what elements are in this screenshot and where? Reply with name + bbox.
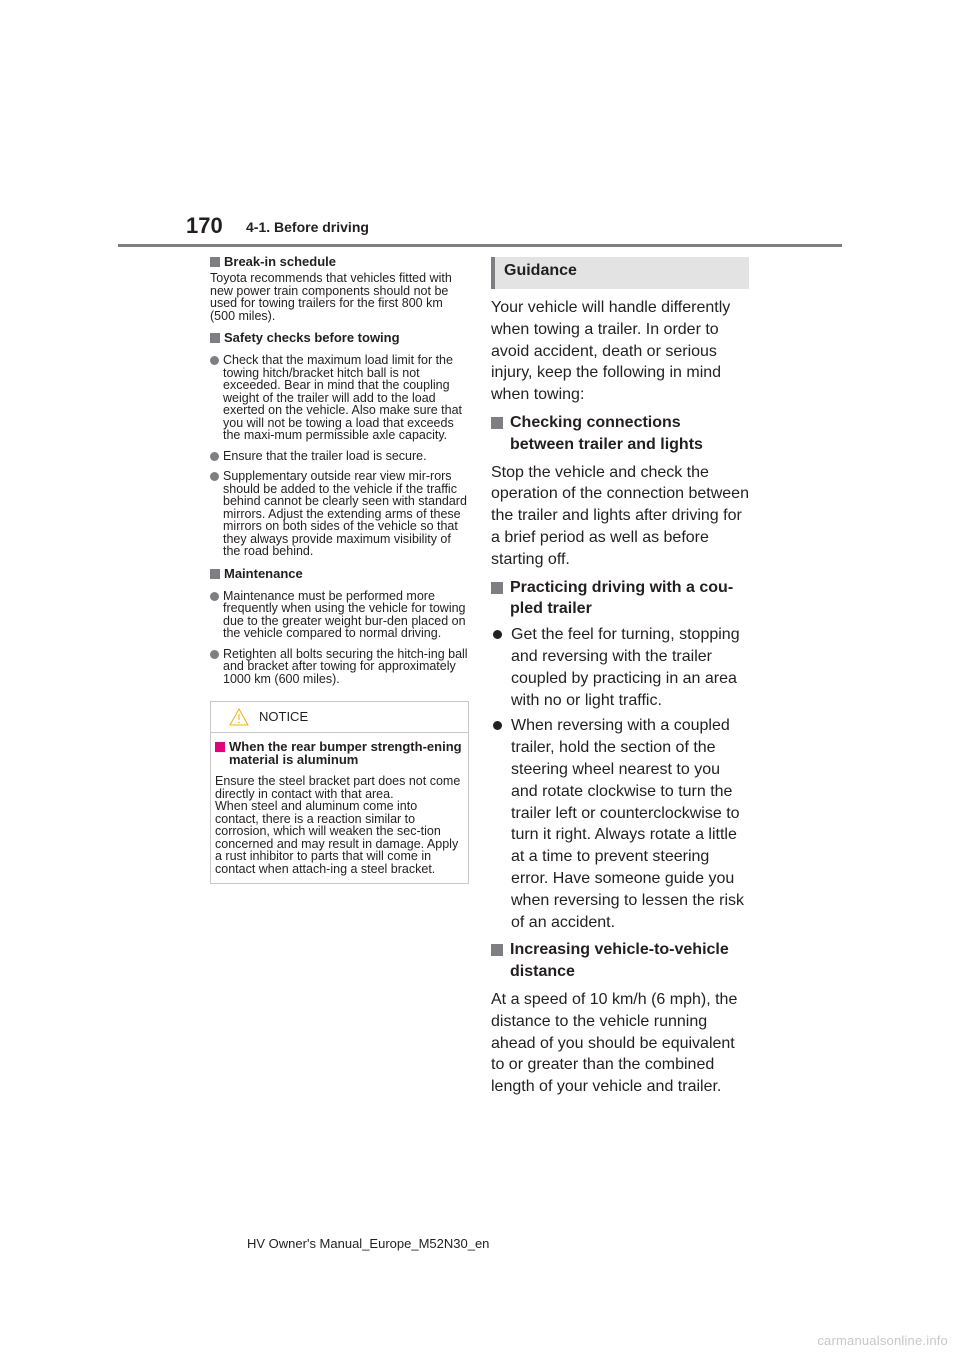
connections-heading: Checking connections between trailer and lights bbox=[491, 412, 749, 456]
footer-manual-name: HV Owner's Manual_Europe_M52N30_en bbox=[247, 1236, 490, 1251]
list-item: Supplementary outside rear view mir-rors should be added to the vehicle if the traffic behind cannot be clearly seen with standard mirrors. Adjust the extending arms of these mirrors on both sides of the vehicle so that they always provide maximum visibility of the road behind. bbox=[210, 470, 468, 558]
list-item: When reversing with a coupled trailer, hold the section of the steering wheel nearest to you and rotate clockwise to turn the trailer left or counterclockwise to turn it right. Always rotate a little at a time to prevent steering error. Have someone guide you when reversing to lessen the risk of an accident. bbox=[491, 715, 749, 933]
break-in-heading: Break-in schedule bbox=[210, 254, 468, 270]
round-bullet-icon bbox=[210, 356, 219, 365]
round-bullet-icon bbox=[210, 650, 219, 659]
round-bullet-icon bbox=[210, 452, 219, 461]
page-number: 170 bbox=[186, 213, 223, 238]
connections-text: Stop the vehicle and check the operation of the connection between the trailer and lights after driving for a brief period as well as before starting off. bbox=[491, 463, 749, 568]
round-bullet-icon bbox=[210, 592, 219, 601]
square-bullet-icon bbox=[215, 742, 225, 752]
warning-triangle-icon bbox=[229, 707, 249, 727]
round-bullet-icon bbox=[210, 472, 219, 481]
notice-header bbox=[211, 702, 468, 733]
guidance-title-bar bbox=[491, 257, 749, 289]
left-column bbox=[210, 253, 468, 884]
list-item: Maintenance must be performed more frequently when using the vehicle for towing due to the greater weight bur-den placed on the vehicle compared to normal driving. bbox=[210, 590, 468, 640]
square-bullet-icon bbox=[210, 333, 220, 343]
square-bullet-icon bbox=[491, 944, 503, 956]
notice-label: NOTICE bbox=[259, 709, 309, 724]
distance-text: At a speed of 10 km/h (6 mph), the distance to the vehicle running ahead of you should be equivalent to or greater than the combined length of your vehicle and trailer. bbox=[491, 990, 738, 1096]
notice-body bbox=[211, 733, 468, 883]
header-divider bbox=[118, 244, 842, 247]
watermark: carmanualsonline.info bbox=[817, 1333, 948, 1348]
list-item: Check that the maximum load limit for the towing hitch/bracket hitch ball is not exceeded. Bear in mind that the coupling weight of the trailer will add to the load exerted on the vehicle. Also make sure that you will not be towing a load that exceeds the maxi-mum permissible axle capacity. bbox=[210, 354, 468, 442]
square-bullet-icon bbox=[210, 569, 220, 579]
square-bullet-icon bbox=[491, 582, 503, 594]
guidance-intro: Your vehicle will handle differently when towing a trailer. In order to avoid accident, death or serious injury, keep the following in mind when towing: bbox=[491, 299, 731, 404]
notice-box bbox=[210, 701, 469, 884]
notice-text: Ensure the steel bracket part does not come directly in contact with that area. When steel and aluminum come into contact, there is a reaction similar to corrosion, which will weaken the sec-tion concerned and may result in damage. Apply a rust inhibitor to parts that will come in contact when attach-ing a steel bracket. bbox=[215, 774, 461, 876]
break-in-text: Toyota recommends that vehicles fitted with new power train components should not be used for towing trailers for the first 800 km (500 miles). bbox=[210, 271, 452, 323]
distance-heading: Increasing vehicle-to-vehicle distance bbox=[491, 939, 749, 983]
guidance-title: Guidance bbox=[504, 262, 577, 279]
square-bullet-icon bbox=[491, 417, 503, 429]
list-item: Retighten all bolts securing the hitch-ing ball and bracket after towing for approximately 1000 km (600 miles). bbox=[210, 648, 468, 686]
list-item: Ensure that the trailer load is secure. bbox=[210, 450, 468, 463]
list-item: Get the feel for turning, stopping and reversing with the trailer coupled by practicing in an area with no or light traffic. bbox=[491, 624, 749, 711]
square-bullet-icon bbox=[210, 257, 220, 267]
notice-subheading: When the rear bumper strength-ening material is aluminum bbox=[215, 741, 464, 766]
maintenance-heading: Maintenance bbox=[210, 566, 468, 582]
round-bullet-icon bbox=[493, 630, 502, 639]
safety-checks-heading: Safety checks before towing bbox=[210, 330, 468, 346]
practice-heading: Practicing driving with a cou-pled trailer bbox=[491, 577, 749, 621]
round-bullet-icon bbox=[493, 721, 502, 730]
right-column bbox=[491, 257, 749, 1098]
section-title: 4-1. Before driving bbox=[246, 219, 369, 235]
